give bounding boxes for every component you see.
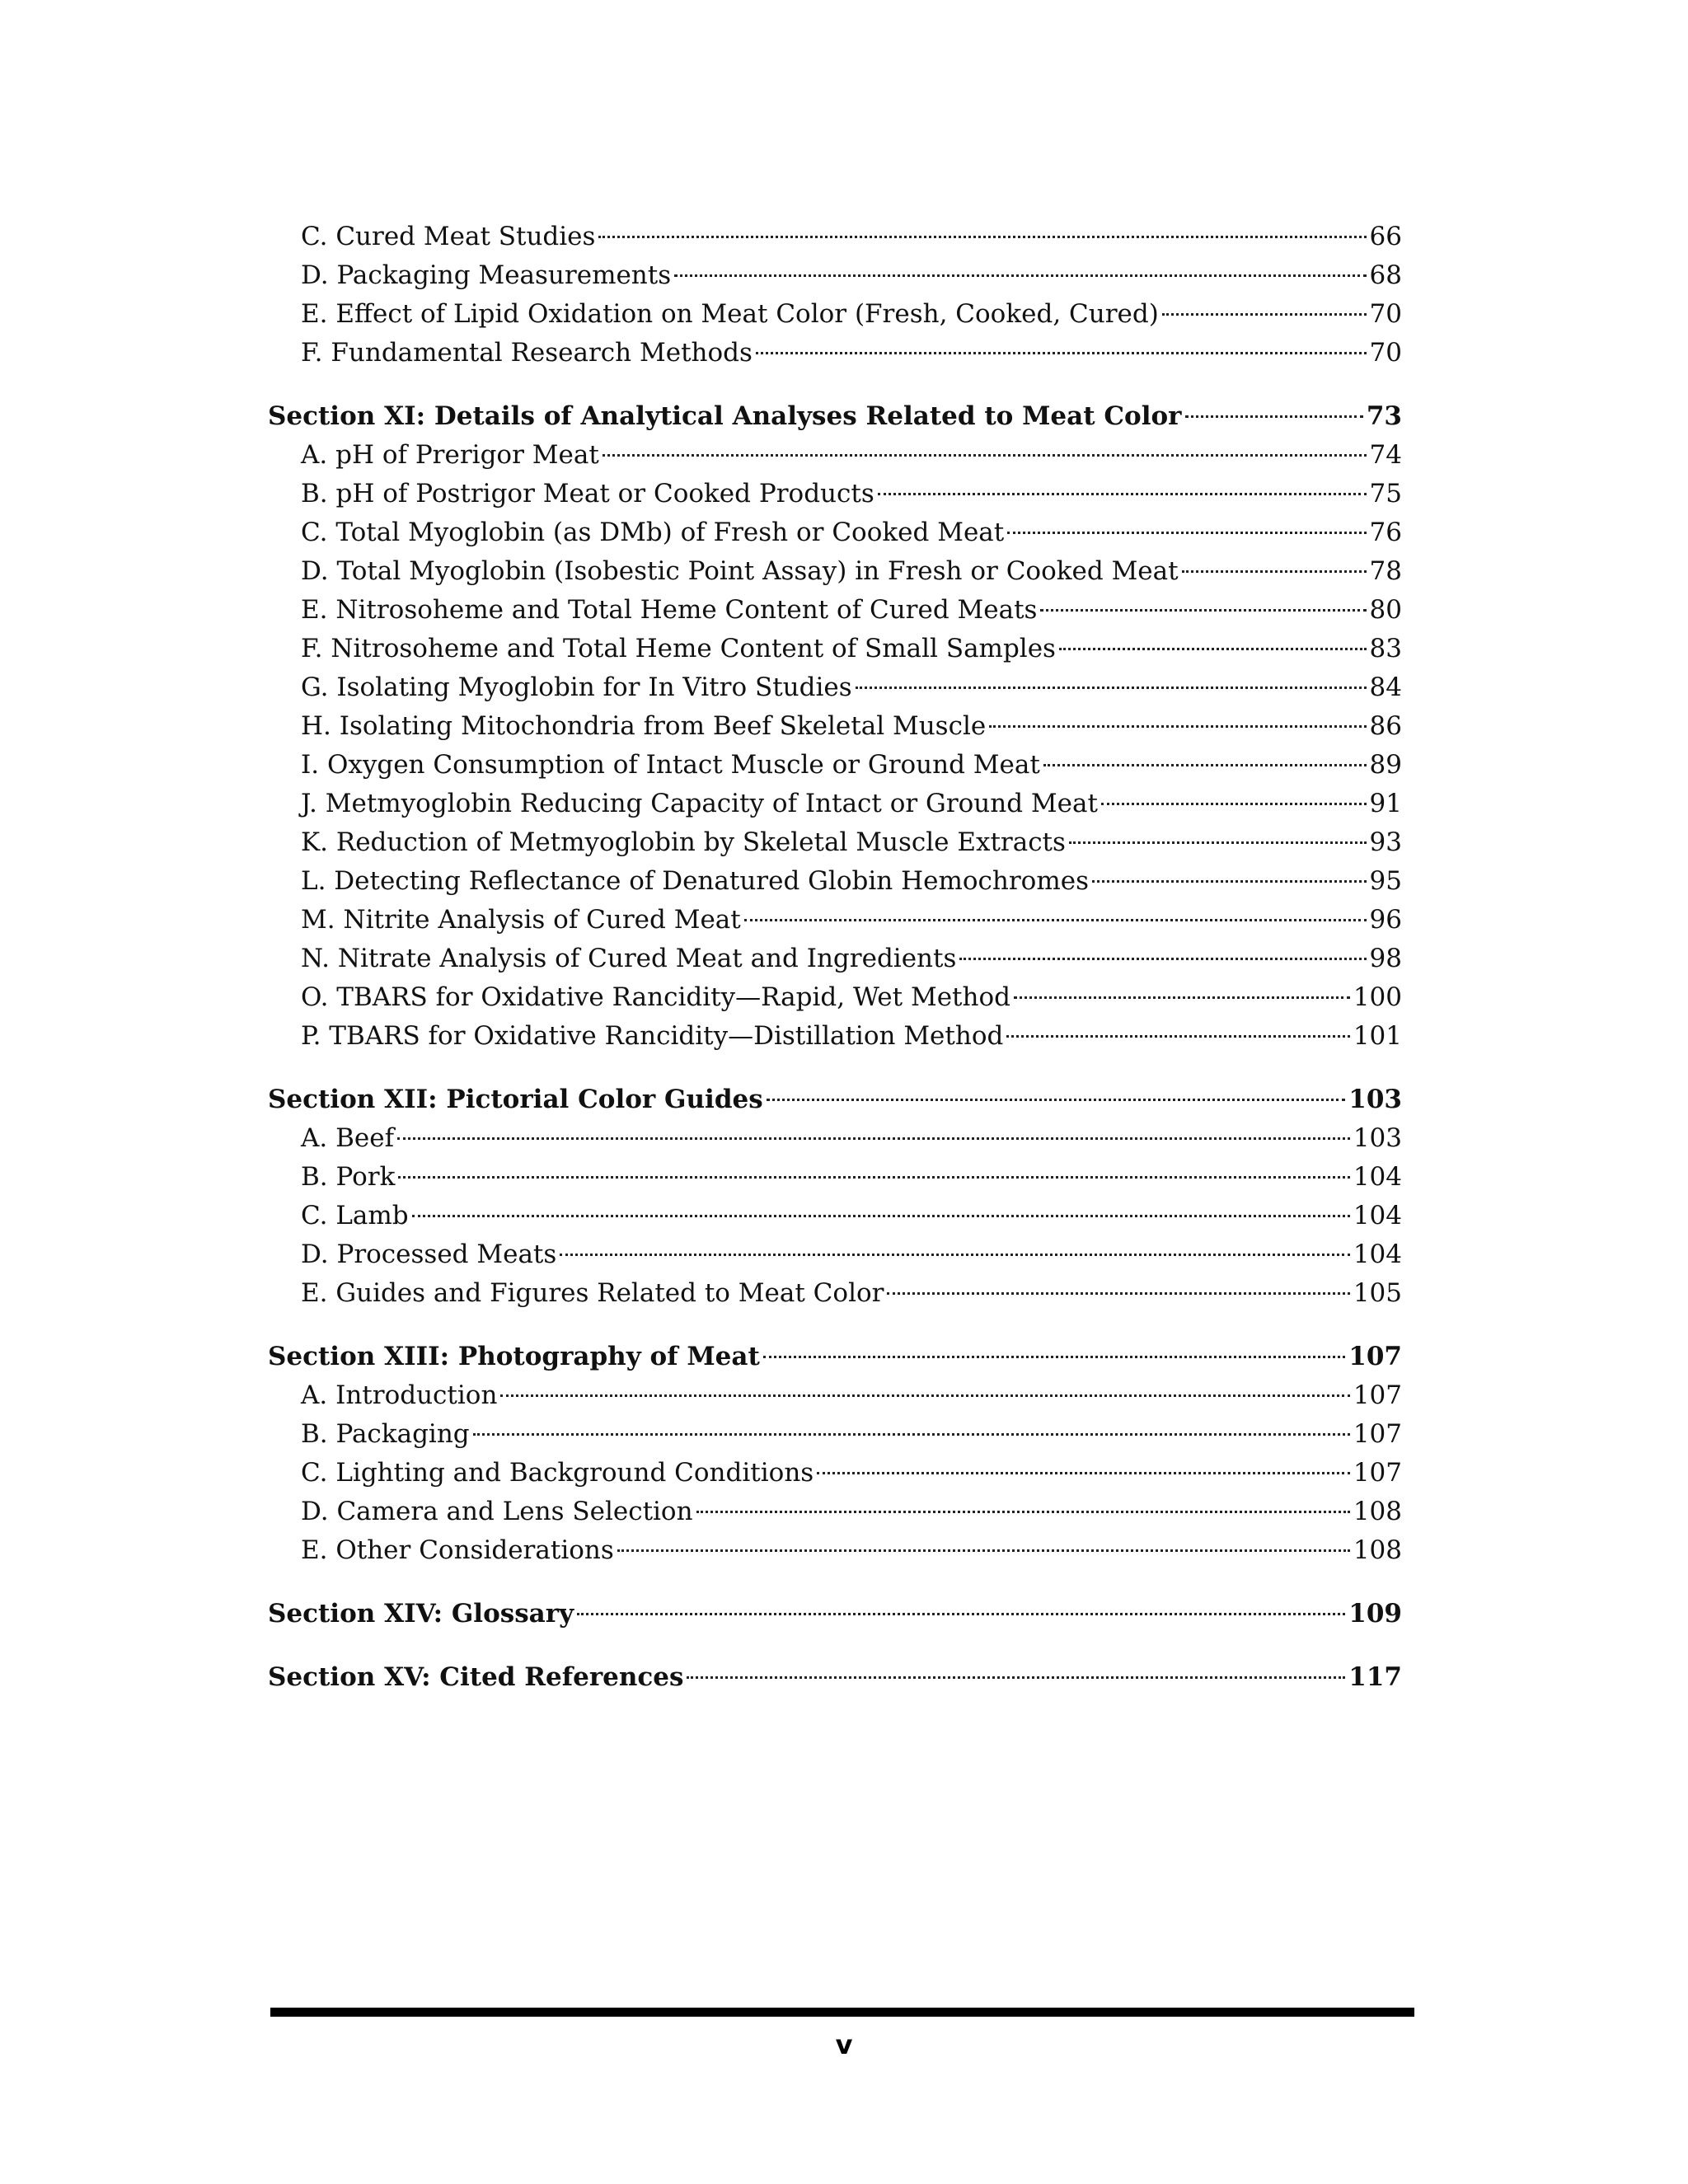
toc-entry bbox=[268, 630, 1402, 668]
toc-entry bbox=[268, 1235, 1402, 1274]
toc-dot-leader bbox=[887, 1292, 1349, 1295]
toc-entry bbox=[268, 862, 1402, 901]
toc-entry bbox=[268, 668, 1402, 707]
toc-entry bbox=[268, 591, 1402, 630]
toc-dot-leader bbox=[412, 1215, 1350, 1217]
toc-entry-title: E. Nitrosoheme and Total Heme Content of Cured Meats bbox=[301, 595, 1038, 625]
toc-heading-title: Section XIII: Photography of Meat bbox=[268, 1342, 760, 1371]
toc-entry-page: 78 bbox=[1369, 556, 1402, 586]
toc-entry-title: O. TBARS for Oxidative Rancidity—Rapid, Wet Method bbox=[301, 982, 1010, 1012]
toc-heading-title: Section XIV: Glossary bbox=[268, 1599, 574, 1629]
toc-entry-page: 80 bbox=[1369, 595, 1402, 625]
toc-entry-page: 74 bbox=[1369, 440, 1402, 470]
toc-entry-title: M. Nitrite Analysis of Cured Meat bbox=[301, 905, 741, 935]
toc-entry-page: 104 bbox=[1353, 1162, 1402, 1192]
toc-group-section-xiii bbox=[268, 1338, 1402, 1570]
toc-entry bbox=[268, 436, 1402, 475]
toc-dot-leader bbox=[989, 725, 1366, 728]
toc-entry bbox=[268, 1119, 1402, 1158]
toc-dot-leader bbox=[744, 919, 1367, 921]
toc-entry-page: 70 bbox=[1369, 299, 1402, 329]
toc-entry bbox=[268, 823, 1402, 862]
toc-entry-page: 98 bbox=[1369, 944, 1402, 973]
toc-entry-page: 76 bbox=[1369, 518, 1402, 547]
toc-entry-page: 105 bbox=[1353, 1278, 1402, 1308]
toc-entry bbox=[268, 256, 1402, 295]
toc-entry-page: 89 bbox=[1369, 750, 1402, 780]
toc-group-section-xii bbox=[268, 1080, 1402, 1313]
toc-dot-leader bbox=[1040, 609, 1366, 612]
toc-entry bbox=[268, 1017, 1402, 1056]
toc-entry bbox=[268, 785, 1402, 823]
toc-entry-title: L. Detecting Reflectance of Denatured Globin Hemochromes bbox=[301, 866, 1089, 896]
toc-entry-title: K. Reduction of Metmyoglobin by Skeletal Muscle Extracts bbox=[301, 827, 1066, 857]
toc-entry-title: B. pH of Postrigor Meat or Cooked Products bbox=[301, 479, 874, 509]
toc-dot-leader bbox=[878, 493, 1367, 495]
toc-section-heading bbox=[268, 1080, 1402, 1119]
toc-dot-leader bbox=[1101, 803, 1367, 805]
toc-heading-page: 103 bbox=[1348, 1085, 1402, 1114]
toc-dot-leader bbox=[1185, 415, 1363, 418]
toc-entry-page: 75 bbox=[1369, 479, 1402, 509]
toc-entry-page: 100 bbox=[1353, 982, 1402, 1012]
toc-entry bbox=[268, 940, 1402, 978]
toc-dot-leader bbox=[763, 1356, 1346, 1358]
toc-entry-title: P. TBARS for Oxidative Rancidity—Distillation Method bbox=[301, 1021, 1004, 1051]
toc-entry bbox=[268, 295, 1402, 334]
toc-entry-page: 108 bbox=[1353, 1497, 1402, 1526]
toc-dot-leader bbox=[617, 1549, 1350, 1552]
toc-entry-page: 93 bbox=[1369, 827, 1402, 857]
toc-dot-leader bbox=[1043, 764, 1367, 766]
toc-entry bbox=[268, 1454, 1402, 1493]
toc-entry-title: B. Packaging bbox=[301, 1419, 470, 1449]
toc-entry-title: E. Effect of Lipid Oxidation on Meat Color (Fresh, Cooked, Cured) bbox=[301, 299, 1159, 329]
toc-dot-leader bbox=[1182, 570, 1367, 573]
toc-entry-title: H. Isolating Mitochondria from Beef Skeletal Muscle bbox=[301, 711, 987, 741]
toc-dot-leader bbox=[1014, 996, 1350, 999]
toc-entry bbox=[268, 218, 1402, 256]
toc-dot-leader bbox=[473, 1433, 1350, 1436]
toc-entry-title: G. Isolating Myoglobin for In Vitro Studies bbox=[301, 673, 852, 702]
toc-heading-page: 107 bbox=[1348, 1342, 1402, 1371]
toc-entry-title: C. Lighting and Background Conditions bbox=[301, 1458, 814, 1488]
toc-dot-leader bbox=[397, 1137, 1350, 1140]
toc-entry-page: 68 bbox=[1369, 260, 1402, 290]
toc-entry bbox=[268, 552, 1402, 591]
toc-dot-leader bbox=[687, 1676, 1345, 1679]
toc-heading-title: Section XI: Details of Analytical Analyses Related to Meat Color bbox=[268, 401, 1182, 431]
toc-dot-leader bbox=[1092, 880, 1367, 883]
toc-entry-page: 91 bbox=[1369, 789, 1402, 818]
toc-entry-title: F. Fundamental Research Methods bbox=[301, 338, 753, 368]
toc-entry bbox=[268, 746, 1402, 785]
toc-entry-title: D. Camera and Lens Selection bbox=[301, 1497, 693, 1526]
toc-dot-leader bbox=[817, 1472, 1350, 1474]
toc-section-heading bbox=[268, 1595, 1402, 1633]
toc-entry-title: A. Beef bbox=[301, 1123, 395, 1153]
toc-dot-leader bbox=[1069, 841, 1367, 844]
toc-heading-page: 117 bbox=[1348, 1662, 1402, 1692]
toc-entry-page: 107 bbox=[1353, 1380, 1402, 1410]
toc-entry-title: D. Packaging Measurements bbox=[301, 260, 672, 290]
toc-dot-leader bbox=[959, 958, 1366, 960]
toc-entry-page: 101 bbox=[1353, 1021, 1402, 1051]
toc-entry-title: J. Metmyoglobin Reducing Capacity of Intact or Ground Meat bbox=[301, 789, 1098, 818]
toc-dot-leader bbox=[856, 687, 1367, 689]
toc-entry bbox=[268, 1376, 1402, 1415]
toc-entry-page: 103 bbox=[1353, 1123, 1402, 1153]
toc-entry bbox=[268, 1158, 1402, 1197]
toc-entry-title: D. Total Myoglobin (Isobestic Point Assay) in Fresh or Cooked Meat bbox=[301, 556, 1179, 586]
footer-rule bbox=[270, 2008, 1414, 2017]
toc-group-section-x-continued bbox=[268, 218, 1402, 373]
toc-dot-leader bbox=[598, 236, 1366, 238]
toc-entry-page: 70 bbox=[1369, 338, 1402, 368]
page-number: v bbox=[835, 2029, 853, 2060]
toc-entry-title: B. Pork bbox=[301, 1162, 396, 1192]
toc-section-heading bbox=[268, 1658, 1402, 1697]
toc-section-heading bbox=[268, 1338, 1402, 1376]
toc-entry-page: 96 bbox=[1369, 905, 1402, 935]
toc-entry bbox=[268, 978, 1402, 1017]
toc-entry-page: 104 bbox=[1353, 1201, 1402, 1230]
toc-entry-title: D. Processed Meats bbox=[301, 1240, 557, 1269]
toc-heading-title: Section XII: Pictorial Color Guides bbox=[268, 1085, 763, 1114]
toc-entry-page: 95 bbox=[1369, 866, 1402, 896]
table-of-contents bbox=[268, 218, 1402, 1722]
toc-dot-leader bbox=[603, 454, 1367, 457]
toc-entry-title: A. Introduction bbox=[301, 1380, 498, 1410]
toc-entry-title: N. Nitrate Analysis of Cured Meat and Ingredients bbox=[301, 944, 957, 973]
toc-entry-title: E. Guides and Figures Related to Meat Color bbox=[301, 1278, 884, 1308]
toc-entry bbox=[268, 1415, 1402, 1454]
toc-group-section-xv bbox=[268, 1658, 1402, 1697]
toc-entry-page: 83 bbox=[1369, 634, 1402, 663]
toc-dot-leader bbox=[674, 274, 1366, 277]
toc-dot-leader bbox=[756, 352, 1367, 354]
toc-entry-page: 86 bbox=[1369, 711, 1402, 741]
toc-dot-leader bbox=[767, 1099, 1346, 1101]
toc-entry-page: 108 bbox=[1353, 1535, 1402, 1565]
toc-dot-leader bbox=[560, 1254, 1350, 1256]
toc-dot-leader bbox=[1162, 313, 1367, 316]
toc-entry-title: F. Nitrosoheme and Total Heme Content of Small Samples bbox=[301, 634, 1056, 663]
toc-dot-leader bbox=[398, 1176, 1349, 1179]
toc-dot-leader bbox=[696, 1511, 1350, 1513]
toc-entry bbox=[268, 707, 1402, 746]
toc-heading-page: 109 bbox=[1348, 1599, 1402, 1629]
toc-dot-leader bbox=[1059, 648, 1367, 650]
toc-entry bbox=[268, 1274, 1402, 1313]
toc-section-heading bbox=[268, 397, 1402, 436]
toc-entry-title: E. Other Considerations bbox=[301, 1535, 614, 1565]
toc-entry-page: 107 bbox=[1353, 1458, 1402, 1488]
toc-entry bbox=[268, 334, 1402, 373]
toc-heading-title: Section XV: Cited References bbox=[268, 1662, 684, 1692]
toc-group-section-xiv bbox=[268, 1595, 1402, 1633]
toc-dot-leader bbox=[500, 1394, 1349, 1397]
toc-entry bbox=[268, 1531, 1402, 1570]
toc-entry-title: C. Lamb bbox=[301, 1201, 409, 1230]
toc-heading-page: 73 bbox=[1366, 401, 1402, 431]
toc-entry-title: A. pH of Prerigor Meat bbox=[301, 440, 599, 470]
toc-entry bbox=[268, 475, 1402, 513]
toc-entry-title: C. Total Myoglobin (as DMb) of Fresh or Cooked Meat bbox=[301, 518, 1005, 547]
toc-entry bbox=[268, 513, 1402, 552]
toc-dot-leader bbox=[577, 1613, 1345, 1615]
toc-entry-title: C. Cured Meat Studies bbox=[301, 222, 596, 251]
toc-entry-title: I. Oxygen Consumption of Intact Muscle or Ground Meat bbox=[301, 750, 1040, 780]
toc-entry-page: 84 bbox=[1369, 673, 1402, 702]
toc-entry bbox=[268, 1197, 1402, 1235]
toc-entry-page: 66 bbox=[1369, 222, 1402, 251]
toc-entry bbox=[268, 1493, 1402, 1531]
toc-dot-leader bbox=[1007, 532, 1366, 534]
toc-entry bbox=[268, 901, 1402, 940]
toc-group-section-xi bbox=[268, 397, 1402, 1056]
toc-entry-page: 104 bbox=[1353, 1240, 1402, 1269]
toc-dot-leader bbox=[1006, 1035, 1349, 1038]
toc-entry-page: 107 bbox=[1353, 1419, 1402, 1449]
